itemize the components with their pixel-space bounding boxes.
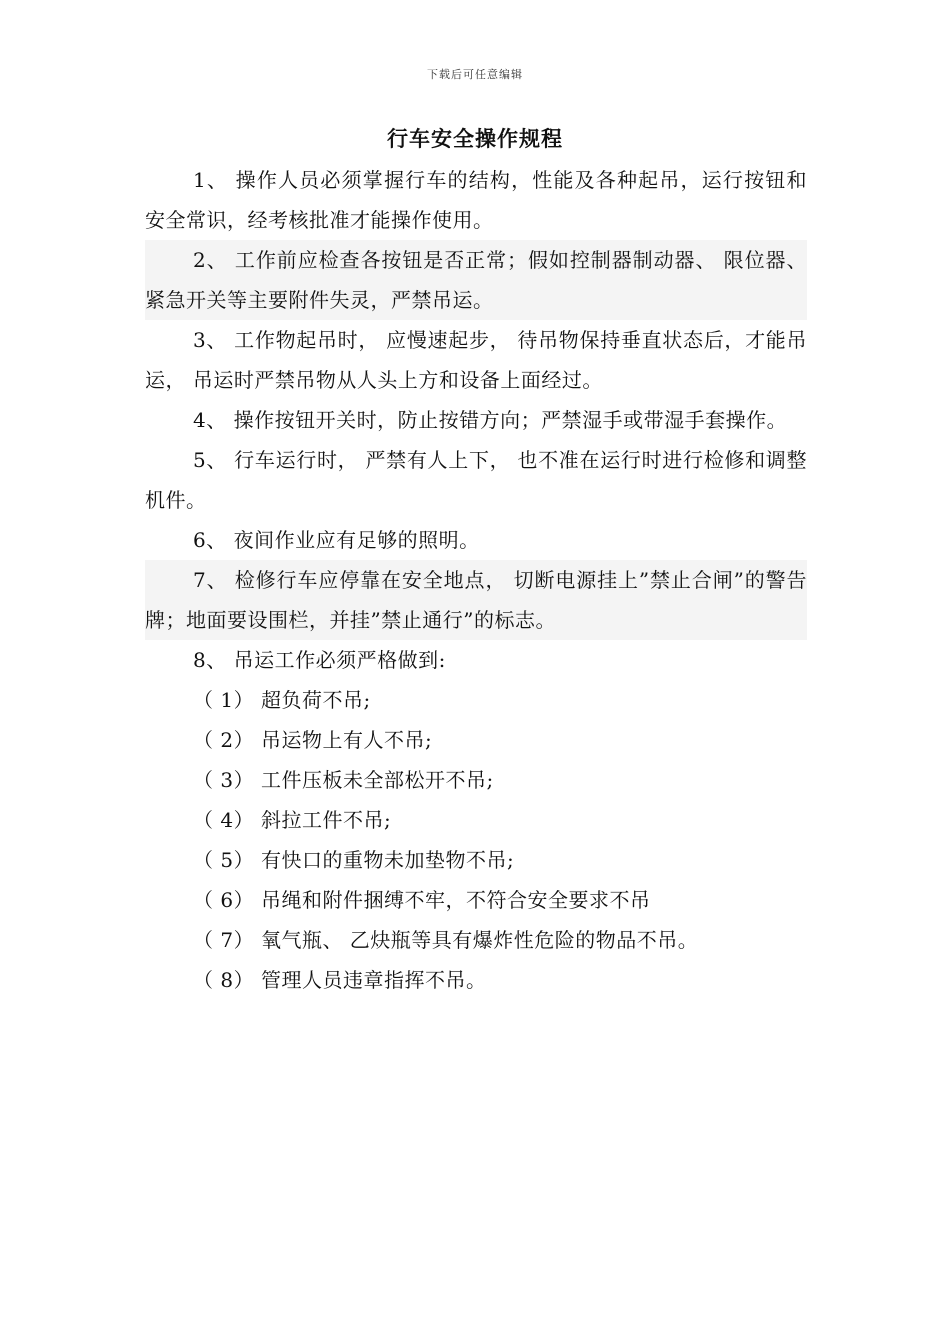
sub-item-6: （ 6） 吊绳和附件捆缚不牢，不符合安全要求不吊: [193, 888, 651, 912]
document-body: [145, 160, 807, 1000]
document-title: 行车安全操作规程: [387, 126, 563, 151]
rule-7: 7、 检修行车应停靠在安全地点， 切断电源挂上”禁止合闸”的警告牌；地面要设围栏，并挂”禁止通行”的标志。: [145, 560, 807, 640]
rule-1: 1、 操作人员必须掌握行车的结构，性能及各种起吊，运行按钮和安全常识，经考核批准才能操作使用。: [145, 168, 807, 232]
sub-item-1: （ 1） 超负荷不吊;: [193, 688, 371, 712]
rule-8: 8、 吊运工作必须严格做到:: [193, 648, 446, 672]
rule-4: 4、 操作按钮开关时，防止按错方向；严禁湿手或带湿手套操作。: [193, 408, 788, 432]
sub-item-4: （ 4） 斜拉工件不吊;: [193, 808, 392, 832]
rule-5: 5、 行车运行时， 严禁有人上下， 也不准在运行时进行检修和调整机件。: [145, 448, 807, 512]
sub-item-2: （ 2） 吊运物上有人不吊;: [193, 728, 433, 752]
sub-item-3: （ 3） 工件压板未全部松开不吊;: [193, 768, 494, 792]
sub-item-5: （ 5） 有快口的重物未加垫物不吊;: [193, 848, 515, 872]
rule-6: 6、 夜间作业应有足够的照明。: [193, 528, 480, 552]
sub-item-7: （ 7） 氧气瓶、 乙炔瓶等具有爆炸性危险的物品不吊。: [193, 928, 699, 952]
rule-2: 2、 工作前应检查各按钮是否正常；假如控制器制动器、 限位器、 紧急开关等主要附件失灵，严禁吊运。: [145, 240, 807, 320]
rule-3: 3、 工作物起吊时， 应慢速起步， 待吊物保持垂直状态后，才能吊运， 吊运时严禁吊物从人头上方和设备上面经过。: [145, 328, 807, 392]
sub-item-8: （ 8） 管理人员违章指挥不吊。: [193, 968, 487, 992]
header-note: 下载后可任意编辑: [427, 68, 523, 81]
